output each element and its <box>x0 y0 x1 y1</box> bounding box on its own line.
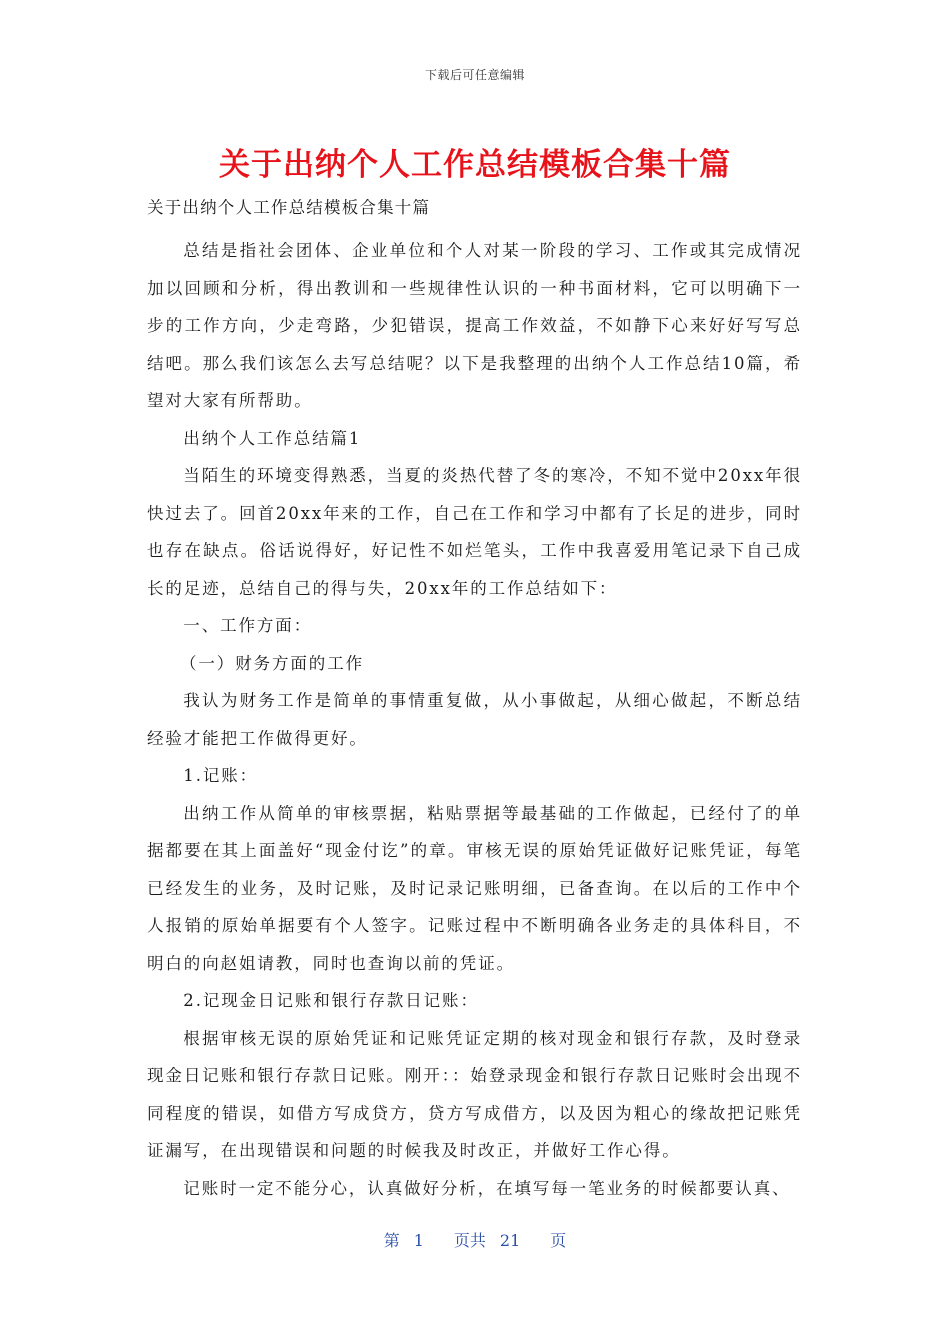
body-paragraph: 根据审核无误的原始凭证和记账凭证定期的核对现金和银行存款，及时登录现金日记账和银行存款日记账。刚开：：始登录现金和银行存款日记账时会出现不同程度的错误，如借方写成贷方，贷方写成借方，以及因为粗心的缘故把记账凭证漏写，在出现错误和问题的时候我及时改正，并做好工作心得。 <box>147 1028 802 1160</box>
page-suffix: 页 <box>550 1231 567 1250</box>
section-heading: 出纳个人工作总结篇1 <box>183 428 362 448</box>
document-title: 关于出纳个人工作总结模板合集十篇 <box>219 147 731 183</box>
intro-paragraph: 总结是指社会团体、企业单位和个人对某一阶段的学习、工作或其完成情况加以回顾和分析，得出教训和一些规律性认识的一种书面材料，它可以明确下一步的工作方向，少走弯路，少犯错误，提高工作效益，不如静下心来好好写写总结吧。那么我们该怎么去写总结呢？以下是我整理的出纳个人工作总结10篇，希望对大家有所帮助。 <box>147 241 802 410</box>
body-paragraph: 当陌生的环境变得熟悉，当夏的炎热代替了冬的寒冷，不知不觉中20xx年很快过去了。回首20xx年来的工作，自己在工作和学习中都有了长足的进步，同时也存在缺点。俗话说得好，好记性不如烂笔头，工作中我喜爱用笔记录下自己成长的足迹，总结自己的得与失，20xx年的工作总结如下： <box>147 466 802 598</box>
document-subtitle: 关于出纳个人工作总结模板合集十篇 <box>147 198 431 217</box>
page-label: 第 <box>383 1231 400 1250</box>
header-note: 下载后可任意编辑 <box>424 68 525 82</box>
page-total: 21 <box>499 1231 521 1250</box>
item-heading: 2.记现金日记账和银行存款日记账： <box>183 991 479 1010</box>
section-heading: 一、工作方面： <box>183 616 313 635</box>
page-current: 1 <box>413 1231 424 1250</box>
subsection-heading: （一）财务方面的工作 <box>180 653 364 673</box>
page-of-label: 页共 <box>453 1231 486 1250</box>
body-paragraph: 出纳工作从简单的审核票据，粘贴票据等最基础的工作做起，已经付了的单据都要在其上面盖好“现金付讫”的章。审核无误的原始凭证做好记账凭证，每笔已经发生的业务，及时记账，及时记录记账明细，已备查询。在以后的工作中个人报销的原始单据要有个人签字。记账过程中不断明确各业务走的具体科目，不明白的向赵姐请教，同时也查询以前的凭证。 <box>147 803 802 973</box>
page-footer <box>0 1228 950 1251</box>
body-paragraph: 我认为财务工作是简单的事情重复做，从小事做起，从细心做起，不断总结经验才能把工作做得更好。 <box>147 691 802 748</box>
body-paragraph: 记账时一定不能分心，认真做好分析，在填写每一笔业务的时候都要认真、 <box>183 1178 791 1198</box>
item-heading: 1.记账： <box>183 766 259 785</box>
document-body <box>147 232 802 1207</box>
